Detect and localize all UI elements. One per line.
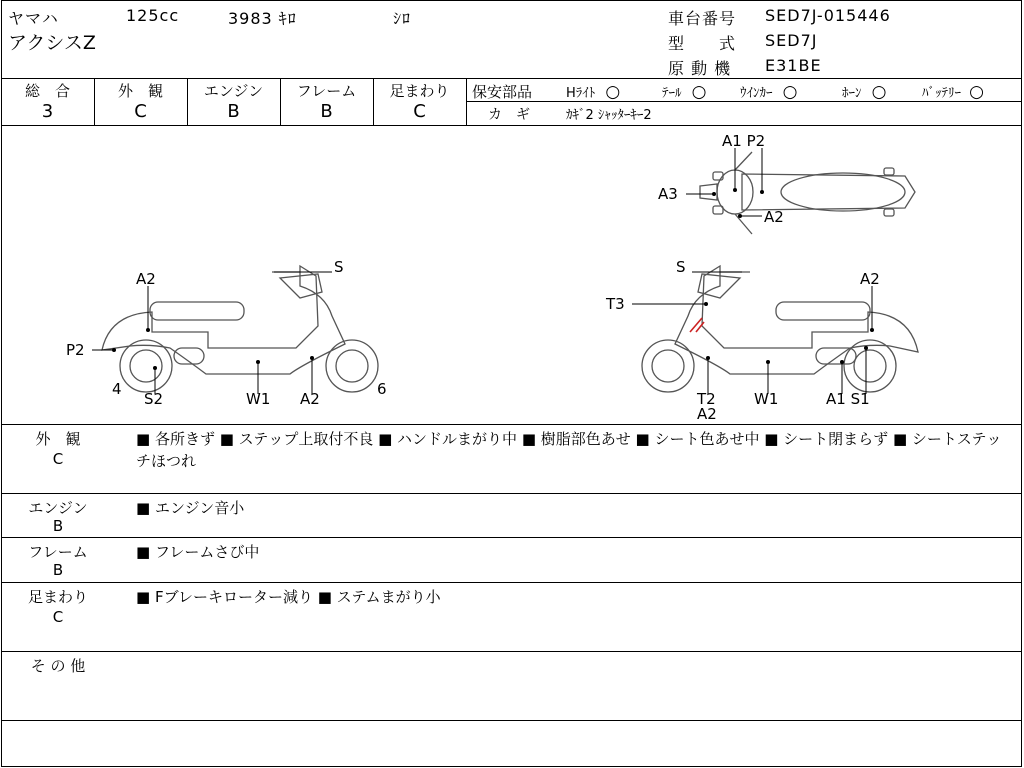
color: ｼﾛ xyxy=(393,9,412,28)
grade-value-exterior: C xyxy=(134,101,147,122)
label-right-w1: W1 xyxy=(754,390,779,408)
displacement: 125cc xyxy=(126,6,180,25)
label-right-a1-s1: A1 S1 xyxy=(826,390,870,408)
label-left-w1: W1 xyxy=(246,390,271,408)
label-left-a2-bottom: A2 xyxy=(300,390,320,408)
maker: ヤマハ xyxy=(8,9,59,28)
scooter-diagram xyxy=(0,126,1024,424)
grade-label-suspension: 足まわり xyxy=(389,82,450,100)
label-left-s2: S2 xyxy=(144,390,164,408)
mileage: 3983 ｷﾛ xyxy=(228,9,297,28)
grade-label-frame: フレーム xyxy=(296,82,357,100)
section-label-engine: エンジン xyxy=(28,499,88,517)
divider xyxy=(1,78,1022,79)
safety-item-headlight: Hﾗｲﾄ ○ xyxy=(566,82,621,102)
grade-value-suspension: C xyxy=(413,101,426,122)
grade-label-exterior: 外 観 xyxy=(117,82,163,100)
label-right-a2: A2 xyxy=(860,270,880,288)
label-right-t2: T2 xyxy=(697,390,716,408)
grade-value-frame: B xyxy=(320,101,333,122)
label-right-t3: T3 xyxy=(606,295,625,313)
section-text-exterior: ■ 各所きず ■ ステップ上取付不良 ■ ハンドルまがり中 ■ 樹脂部色あせ ■ シート色あせ中 ■ シート閉まらず ■ シートステッチほつれ xyxy=(136,430,1002,470)
label-left-6: 6 xyxy=(377,380,387,398)
frame-number-label: 車台番号 xyxy=(668,9,737,28)
divider xyxy=(1,720,1022,721)
engine-label: 原 動 機 xyxy=(668,59,732,78)
section-label-suspension: 足まわり xyxy=(27,588,88,606)
section-grade-frame: B xyxy=(52,561,64,579)
status-circle: ○ xyxy=(871,82,887,102)
divider xyxy=(1,424,1022,425)
model-name: アクシスZ xyxy=(8,32,96,54)
section-grade-suspension: C xyxy=(52,608,64,626)
grade-value-overall: 3 xyxy=(41,101,54,122)
section-grade-exterior: C xyxy=(52,450,64,468)
label-top-a1-p2: A1 P2 xyxy=(722,132,766,150)
label-left-4: 4 xyxy=(112,380,122,398)
section-text-suspension: ■ Fブレーキローター減り ■ ステムまがり小 xyxy=(136,588,441,606)
status-circle: ○ xyxy=(691,82,707,102)
label-top-a3: A3 xyxy=(658,185,678,203)
label-top-a2: A2 xyxy=(764,208,784,226)
label-left-s: S xyxy=(334,258,344,276)
safety-item-winker: ｳｲﾝｶｰ ○ xyxy=(740,82,798,102)
type-label: 型 式 xyxy=(668,34,737,53)
grade-label-engine: エンジン xyxy=(203,82,264,100)
section-text-engine: ■ エンジン音小 xyxy=(136,499,245,517)
status-circle: ○ xyxy=(782,82,798,102)
grade-label-overall: 総 合 xyxy=(24,82,70,100)
section-text-frame: ■ フレームさび中 xyxy=(136,543,260,561)
safety-label: 保安部品 xyxy=(472,83,533,101)
grade-value-engine: B xyxy=(227,101,240,122)
label-right-a2-bottom: A2 xyxy=(697,405,717,423)
scooter-top-view xyxy=(700,152,915,234)
section-label-other: そ の 他 xyxy=(30,657,86,675)
type-value: SED7J xyxy=(765,31,818,50)
position-dots xyxy=(112,188,874,370)
safety-item-tail: ﾃｰﾙ ○ xyxy=(662,82,707,102)
status-circle: ○ xyxy=(605,82,621,102)
label-right-s: S xyxy=(676,258,686,276)
label-left-a2: A2 xyxy=(136,270,156,288)
keys-value: ｶｷﾞ2 ｼｬｯﾀｰｷｰ2 xyxy=(566,108,652,123)
engine-value: E31BE xyxy=(765,56,822,75)
safety-item-horn: ﾎｰﾝ ○ xyxy=(842,82,887,102)
divider xyxy=(1,582,1022,583)
status-circle: ○ xyxy=(969,82,984,102)
section-grade-engine: B xyxy=(52,517,64,535)
safety-item-battery: ﾊﾞｯﾃﾘｰ ○ xyxy=(922,82,984,102)
keys-label: カ ギ xyxy=(488,107,530,123)
frame-number: SED7J-015446 xyxy=(765,6,891,25)
divider xyxy=(1,651,1022,652)
label-left-p2: P2 xyxy=(66,341,85,359)
section-label-exterior: 外 観 xyxy=(35,430,81,448)
section-label-frame: フレーム xyxy=(28,543,88,561)
divider xyxy=(1,537,1022,538)
divider xyxy=(1,493,1022,494)
